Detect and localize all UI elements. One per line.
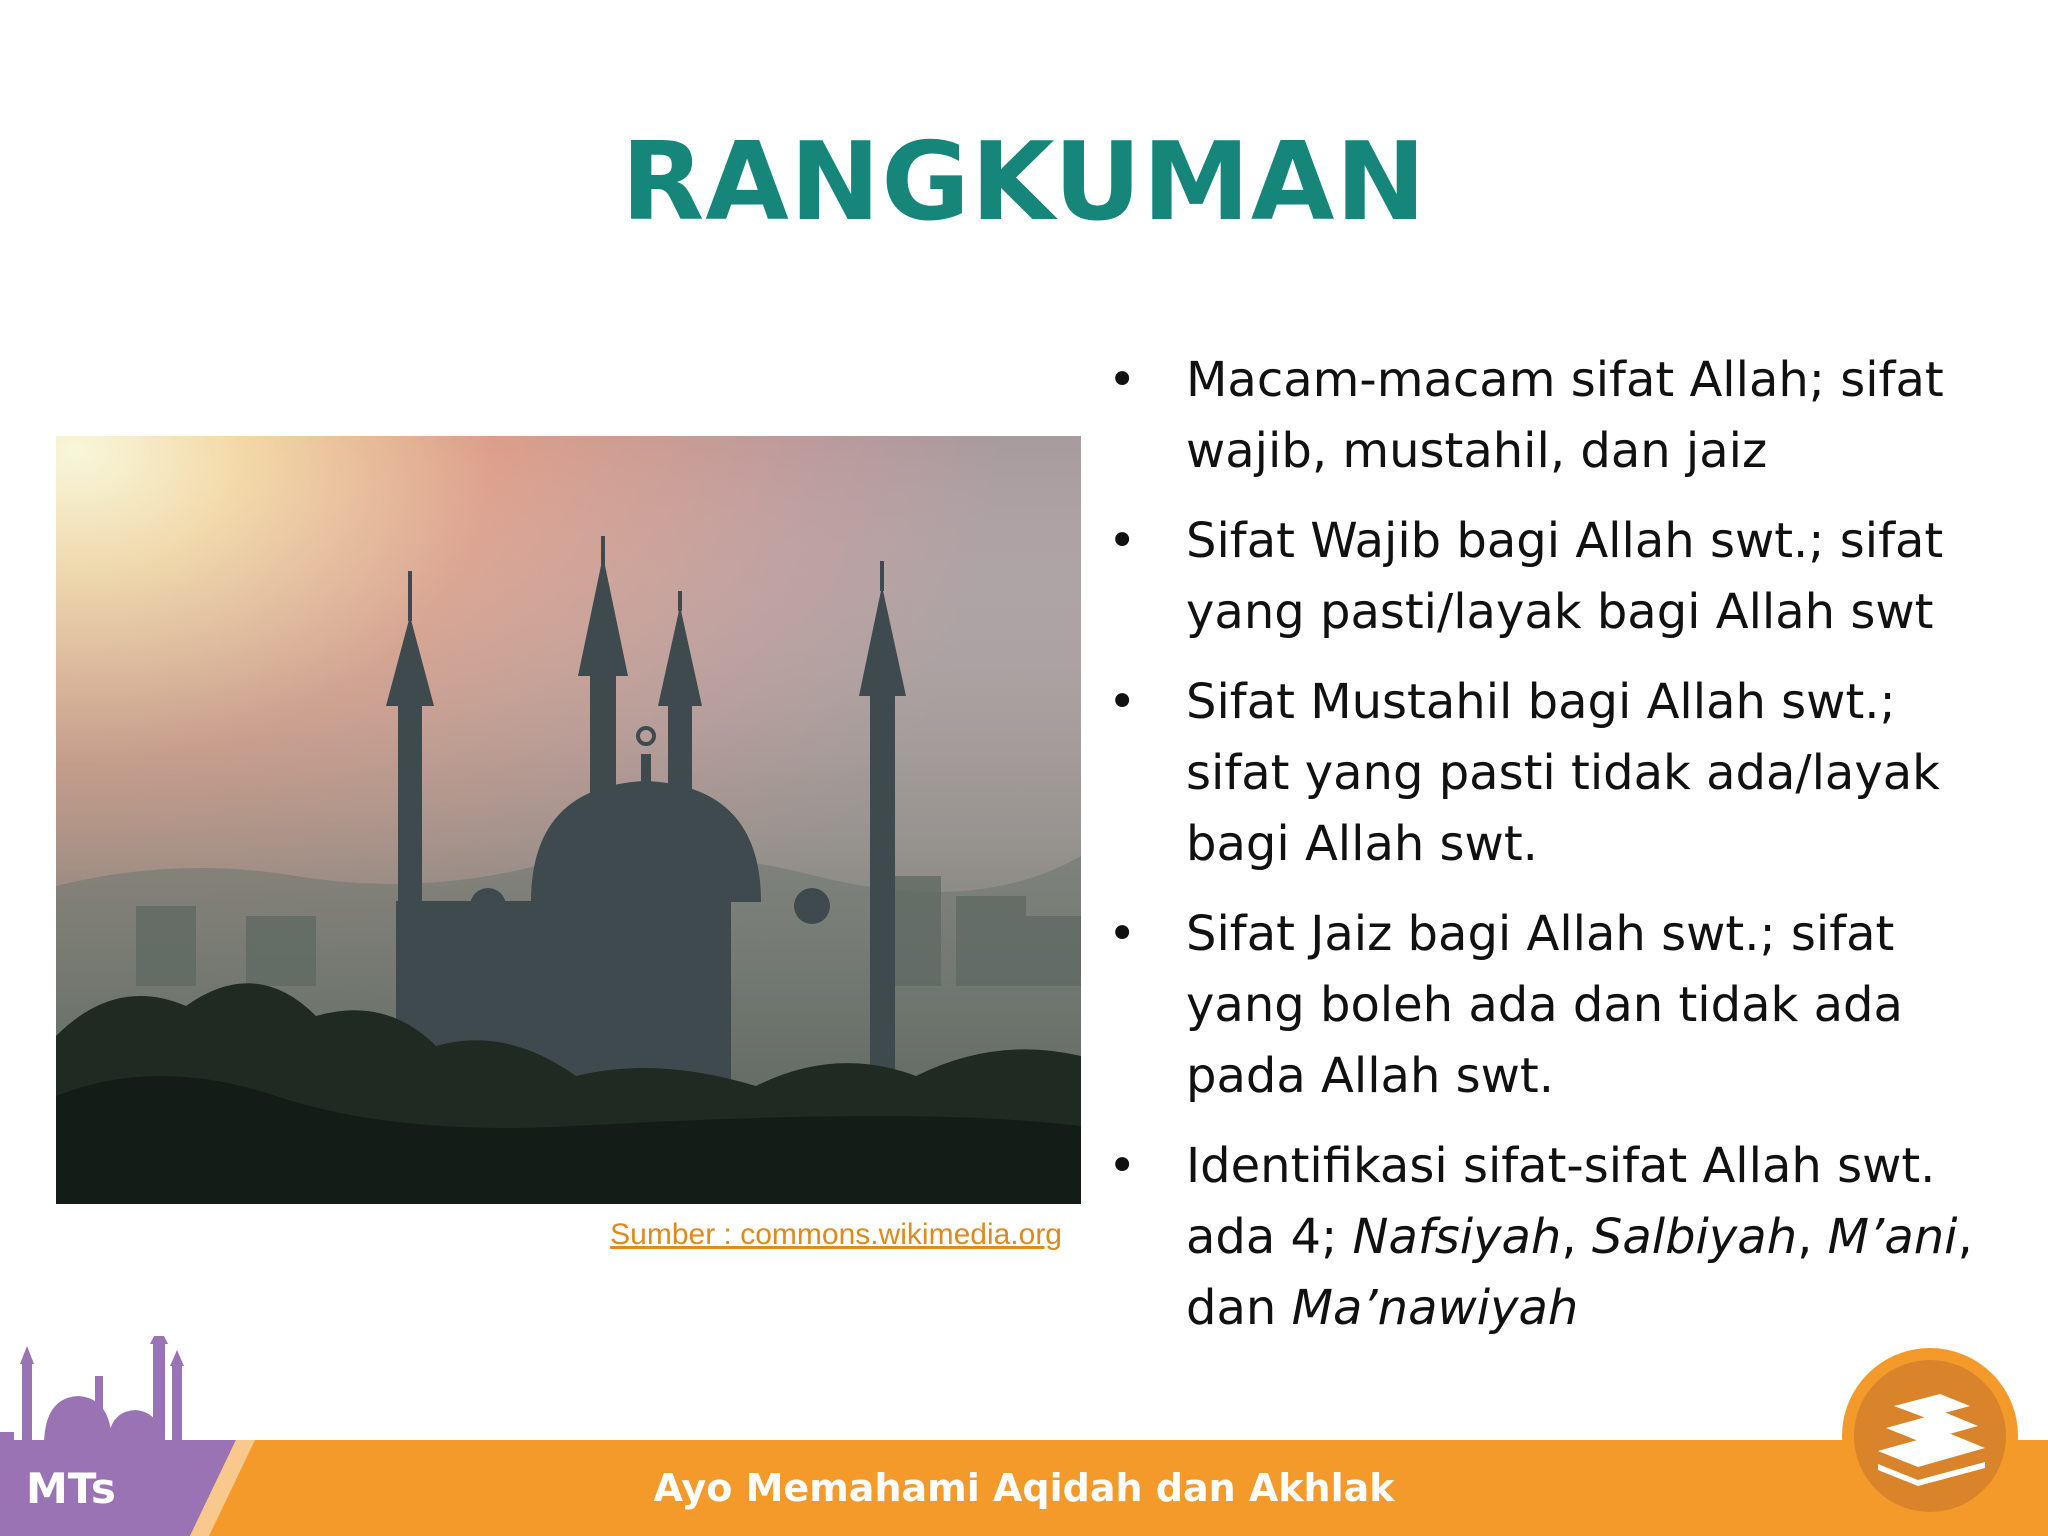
page-title: RANGKUMAN: [621, 120, 1427, 245]
term-nafsiyah: Nafsiyah: [1352, 1209, 1562, 1265]
mosque-silhouette-icon: [0, 1336, 230, 1456]
list-item: [1108, 667, 2008, 880]
mosque-photo: [56, 436, 1081, 1204]
mts-badge: MTs: [26, 1464, 116, 1513]
list-item-text: Macam-macam sifat Allah; sifat wajib, mustahil, dan jaiz: [1186, 352, 1944, 479]
list-item: [1108, 506, 2008, 648]
list-item: [1108, 345, 2008, 487]
list-item: [1108, 1131, 2008, 1344]
summary-list: [1108, 345, 2008, 1363]
bullet-icon: •: [1108, 1138, 1137, 1194]
list-item-text: Identifikasi sifat-sifat Allah swt. ada 4; Nafsiyah, Salbiyah, M’ani, dan Ma’nawiyah: [1186, 1138, 1973, 1336]
term-salbiyah: Salbiyah: [1591, 1209, 1798, 1265]
term-mani: M’ani: [1827, 1209, 1958, 1265]
footer-course-title: Ayo Memahami Aqidah dan Akhlak: [653, 1466, 1395, 1510]
list-item-text: Sifat Jaiz bagi Allah swt.; sifat yang boleh ada dan tidak ada pada Allah swt.: [1186, 906, 1903, 1104]
bullet-icon: •: [1108, 513, 1137, 569]
bullet-icon: •: [1108, 352, 1137, 408]
list-item-text: Sifat Mustahil bagi Allah swt.; sifat yang pasti tidak ada/layak bagi Allah swt.: [1186, 674, 1940, 872]
bullet-icon: •: [1108, 674, 1137, 730]
term-manawiyah: Ma’nawiyah: [1291, 1280, 1579, 1336]
bullet-icon: •: [1108, 906, 1137, 962]
list-item: [1108, 899, 2008, 1112]
image-source-link[interactable]: Sumber : commons.wikimedia.org: [610, 1218, 1062, 1251]
list-item-text: Sifat Wajib bagi Allah swt.; sifat yang pasti/layak bagi Allah swt: [1186, 513, 1944, 640]
